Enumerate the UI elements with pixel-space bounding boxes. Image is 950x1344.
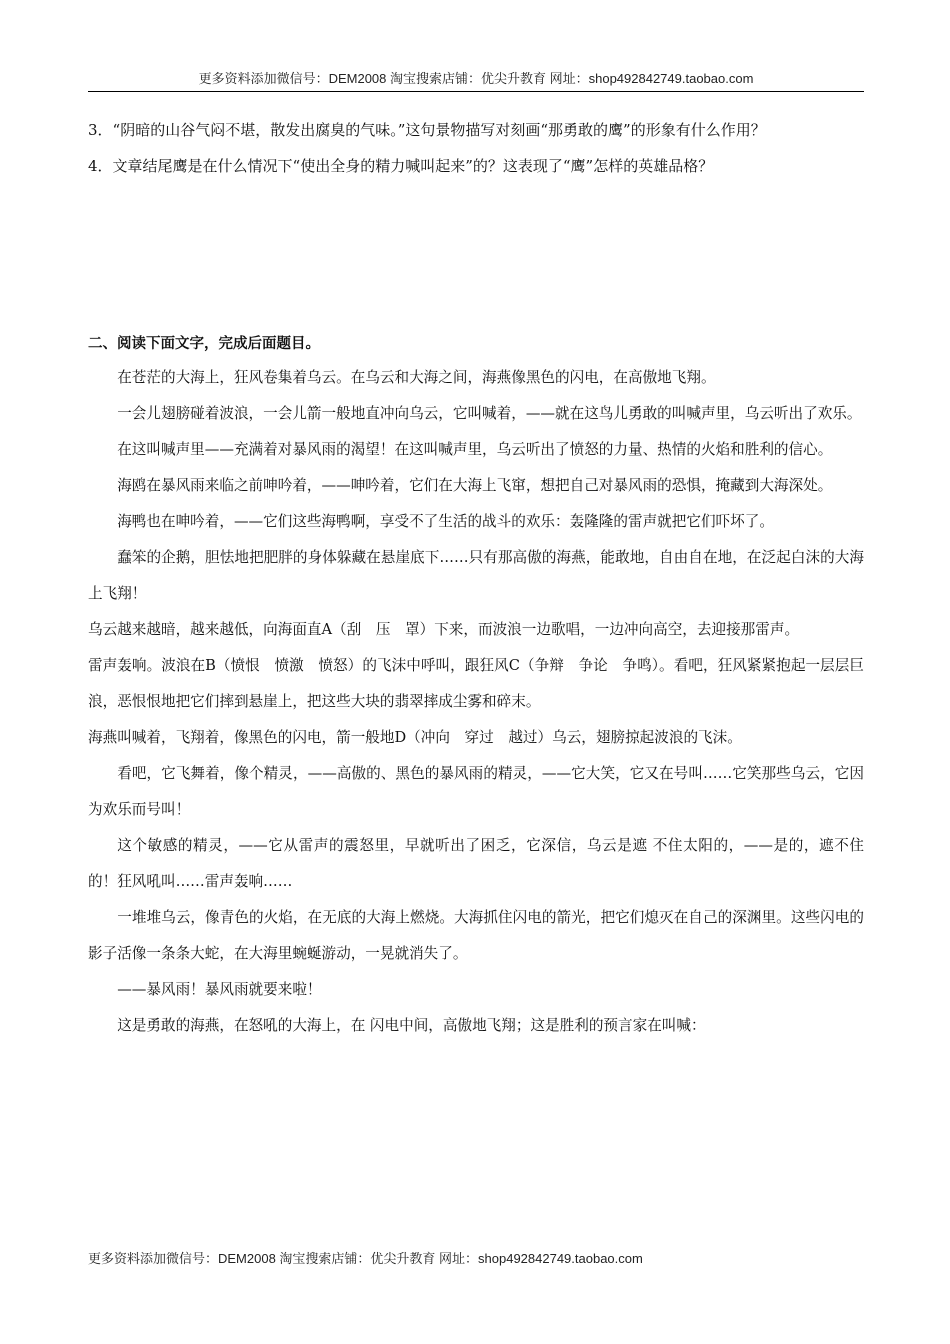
passage-paragraph: 雷声轰响。波浪在B（愤恨 愤激 愤怒）的飞沫中呼叫，跟狂风C（争辩 争论 争鸣）。看吧，狂风紧紧抱起一层层巨浪，恶恨恨地把它们摔到悬崖上，把这些大块的翡翠摔成尘雾和碎末。 (88, 657, 864, 710)
passage-paragraph: 在苍茫的大海上，狂风卷集着乌云。在乌云和大海之间，海燕像黑色的闪电，在高傲地飞翔。 (117, 369, 716, 386)
page-footer: 更多资料添加微信号：DEM2008 淘宝搜索店铺：优尖升教育 网址：shop492842749.taobao.com (88, 1251, 643, 1266)
passage-paragraph: 一堆堆乌云，像青色的火焰，在无底的大海上燃烧。大海抓住闪电的箭光，把它们熄灭在自己的深渊里。这些闪电的影子活像一条条大蛇，在大海里蜿蜒游动，一晃就消失了。 (88, 909, 864, 962)
question-4: 4．文章结尾鹰是在什么情况下“使出全身的精力喊叫起来”的？这表现了“鹰”怎样的英雄品格？ (88, 157, 714, 175)
passage-paragraph: 海鸭也在呻吟着，——它们这些海鸭啊，享受不了生活的战斗的欢乐：轰隆隆的雷声就把它们吓坏了。 (117, 513, 774, 530)
passage-paragraph: 一会儿翅膀碰着波浪，一会儿箭一般地直冲向乌云，它叫喊着，——就在这鸟儿勇敢的叫喊声里，乌云听出了欢乐。 (117, 405, 862, 422)
passage-paragraph: ——暴风雨！暴风雨就要来啦！ (117, 981, 322, 998)
passage-paragraph: 在这叫喊声里——充满着对暴风雨的渴望！在这叫喊声里，乌云听出了愤怒的力量、热情的火焰和胜利的信心。 (117, 441, 833, 458)
document-body (88, 112, 864, 1044)
passage-paragraph: 这是勇敢的海燕，在怒吼的大海上，在 闪电中间，高傲地飞翔；这是胜利的预言家在叫喊： (117, 1017, 706, 1034)
passage-paragraph: 蠢笨的企鹅，胆怯地把肥胖的身体躲藏在悬崖底下……只有那高傲的海燕，能敢地，自由自在地，在泛起白沫的大海上飞翔！ (88, 549, 864, 602)
question-3: 3．“阴暗的山谷气闷不堪，散发出腐臭的气味。”这句景物描写对刻画“那勇敢的鹰”的形象有什么作用？ (88, 121, 766, 139)
passage-paragraph: 海燕叫喊着，飞翔着，像黑色的闪电，箭一般地D（冲向 穿过 越过）乌云，翅膀掠起波浪的飞沫。 (88, 729, 742, 746)
passage-paragraph: 这个敏感的精灵，——它从雷声的震怒里，早就听出了困乏，它深信，乌云是遮 不住太阳的，——是的，遮不住的！狂风吼叫……雷声轰响…… (88, 837, 864, 890)
passage-paragraph: 看吧，它飞舞着，像个精灵，——高傲的、黑色的暴风雨的精灵，——它大笑，它又在号叫……它笑那些乌云，它因为欢乐而号叫！ (88, 765, 864, 818)
reading-passage (88, 360, 864, 1044)
page-header: 更多资料添加微信号：DEM2008 淘宝搜索店铺：优尖升教育 网址：shop492842749.taobao.com (88, 68, 864, 92)
answer-space (88, 184, 864, 332)
section-2-title: 二、阅读下面文字，完成后面题目。 (88, 336, 320, 352)
passage-paragraph: 海鸥在暴风雨来临之前呻吟着，——呻吟着，它们在大海上飞窜，想把自己对暴风雨的恐惧，掩藏到大海深处。 (117, 477, 833, 494)
passage-paragraph: 乌云越来越暗，越来越低，向海面直A（刮 压 罩）下来，而波浪一边歌唱，一边冲向高空，去迎接那雷声。 (88, 621, 800, 638)
